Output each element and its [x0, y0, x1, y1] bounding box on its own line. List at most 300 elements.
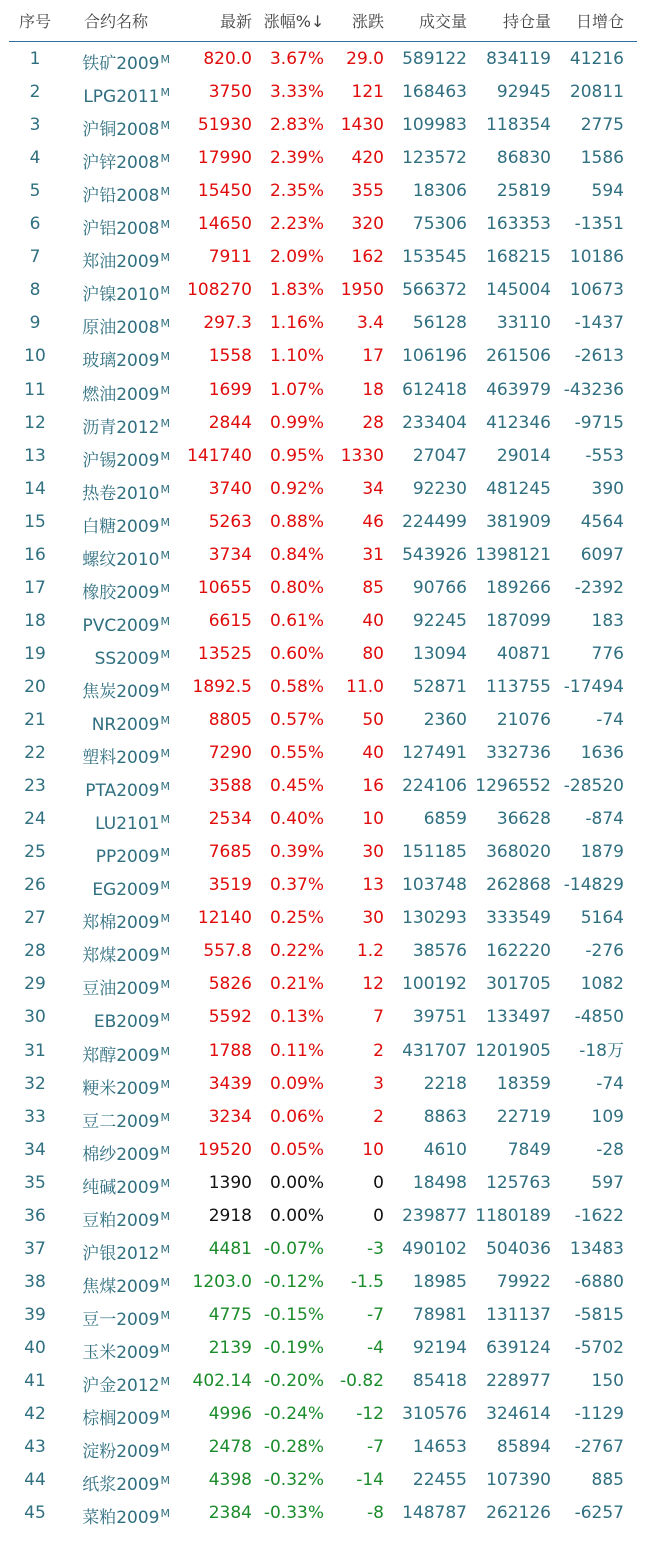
table-row[interactable] — [0, 109, 646, 142]
contract-name — [62, 506, 170, 539]
row-index: 32 — [24, 1073, 46, 1094]
open-interest: 412346 — [486, 412, 551, 433]
open-interest: 1296552 — [475, 776, 551, 797]
last-price: 15450 — [197, 181, 252, 202]
change-amount: -12 — [356, 1404, 384, 1425]
sort-desc-icon: ↓ — [310, 12, 325, 31]
change-percent: 2.23% — [269, 214, 324, 235]
table-row[interactable] — [0, 1001, 646, 1034]
volume: 2218 — [423, 1073, 467, 1094]
change-percent: 2.83% — [269, 115, 324, 136]
change-amount: 17 — [362, 346, 384, 367]
contract-name — [62, 76, 170, 109]
change-amount: 18 — [362, 379, 384, 400]
table-row[interactable] — [0, 1068, 646, 1101]
change-amount: 46 — [362, 511, 384, 532]
contract-name — [62, 1101, 170, 1134]
open-interest: 22719 — [496, 1106, 551, 1127]
row-index: 13 — [24, 445, 46, 466]
contract-name-text: PTA2009 — [85, 781, 160, 802]
volume: 56128 — [412, 313, 467, 334]
row-index: 9 — [29, 313, 41, 334]
header-index[interactable]: 序号 — [18, 12, 51, 31]
table-row[interactable] — [0, 605, 646, 638]
row-index: 2 — [29, 82, 41, 103]
contract-name — [62, 1266, 170, 1299]
main-contract-tag: M — [160, 879, 170, 893]
change-percent: 0.13% — [269, 1007, 324, 1028]
change-percent: 0.40% — [269, 809, 324, 830]
table-row[interactable] — [0, 770, 646, 803]
change-amount: -7 — [367, 1437, 384, 1458]
volume: 123572 — [402, 148, 467, 169]
table-row[interactable] — [0, 1200, 646, 1233]
row-index: 26 — [24, 875, 46, 896]
contract-name-text: PVC2009 — [82, 615, 160, 636]
table-row[interactable] — [0, 968, 646, 1001]
contract-name — [62, 274, 170, 307]
contract-name-text: PP2009 — [95, 847, 160, 868]
change-percent: 0.25% — [269, 908, 324, 929]
table-row[interactable] — [0, 803, 646, 836]
daily-oi-change: 20811 — [569, 82, 624, 103]
contract-name — [62, 638, 170, 671]
volume: 151185 — [402, 842, 467, 863]
row-index: 16 — [24, 544, 46, 565]
daily-oi-change: -874 — [585, 809, 624, 830]
main-contract-tag: M — [160, 350, 170, 364]
last-price: 3740 — [208, 478, 252, 499]
header-volume[interactable]: 成交量 — [418, 12, 467, 31]
daily-oi-change: -5815 — [574, 1304, 624, 1325]
table-row[interactable] — [0, 340, 646, 373]
table-row[interactable] — [0, 1035, 646, 1068]
row-index: 25 — [24, 842, 46, 863]
main-contract-tag: M — [160, 581, 170, 595]
contract-name — [62, 737, 170, 770]
row-index: 38 — [24, 1271, 46, 1292]
main-contract-tag: M — [160, 1143, 170, 1157]
table-row[interactable] — [0, 1365, 646, 1398]
main-contract-tag: M — [160, 1441, 170, 1455]
change-amount: 31 — [362, 544, 384, 565]
table-row[interactable] — [0, 902, 646, 935]
volume: 18498 — [412, 1172, 467, 1193]
contract-name — [62, 142, 170, 175]
header-daily-oi-change[interactable]: 日增仓 — [575, 12, 624, 31]
table-row[interactable] — [0, 1167, 646, 1200]
change-amount: 13 — [362, 875, 384, 896]
table-row[interactable] — [0, 638, 646, 671]
change-percent: -0.33% — [263, 1503, 324, 1524]
volume: 85418 — [412, 1371, 467, 1391]
row-index: 29 — [24, 974, 46, 995]
last-price: 5263 — [208, 511, 252, 532]
daily-oi-change: -6257 — [574, 1503, 624, 1524]
main-contract-tag: M — [160, 714, 170, 727]
open-interest: 145004 — [486, 280, 551, 301]
contract-name — [62, 1233, 170, 1266]
change-amount: 10 — [362, 809, 384, 830]
contract-name-text: NR2009 — [91, 715, 160, 735]
main-contract-tag: M — [160, 747, 170, 761]
change-amount: 16 — [362, 776, 384, 797]
table-row[interactable] — [0, 175, 646, 208]
change-percent: 0.21% — [269, 974, 324, 995]
change-percent: 0.58% — [269, 676, 324, 697]
change-amount: 3.4 — [356, 313, 384, 334]
volume: 224106 — [402, 776, 467, 797]
change-amount: 0 — [373, 1205, 384, 1226]
open-interest: 324614 — [486, 1404, 551, 1425]
table-row[interactable] — [0, 307, 646, 340]
daily-oi-change: -9715 — [574, 412, 624, 433]
row-index: 3 — [29, 115, 41, 136]
change-percent: 1.07% — [269, 379, 324, 400]
change-amount: 30 — [362, 908, 384, 929]
daily-oi-change: -74 — [596, 710, 624, 730]
table-row[interactable] — [0, 473, 646, 506]
contract-name-text: 郑油2009 — [82, 252, 160, 273]
change-amount: 12 — [362, 974, 384, 995]
daily-oi-change: -5702 — [574, 1337, 624, 1358]
volume: 2360 — [423, 710, 467, 730]
main-contract-tag: M — [160, 1275, 170, 1289]
header-last-price[interactable]: 最新 — [219, 12, 252, 31]
main-contract-tag: M — [160, 1176, 170, 1190]
change-amount: 0 — [373, 1172, 384, 1193]
contract-name-text: 焦炭2009 — [82, 681, 160, 702]
open-interest: 21076 — [496, 710, 551, 730]
contract-name — [62, 803, 170, 836]
table-row[interactable] — [0, 935, 646, 968]
table-row[interactable] — [0, 374, 646, 407]
volume: 224499 — [402, 511, 467, 532]
contract-name-text: 沪铝2008 — [82, 219, 160, 240]
last-price: 2139 — [208, 1337, 252, 1358]
contract-name — [62, 175, 170, 208]
volume: 13094 — [412, 643, 467, 664]
change-amount: 355 — [351, 181, 384, 202]
change-amount: 7 — [373, 1007, 384, 1028]
table-row[interactable] — [0, 208, 646, 241]
change-percent: 0.99% — [269, 412, 324, 433]
open-interest: 92945 — [496, 82, 551, 103]
main-contract-tag: M — [160, 119, 170, 133]
contract-name — [62, 1431, 170, 1464]
daily-oi-change: -2767 — [574, 1437, 624, 1458]
volume: 18985 — [412, 1271, 467, 1292]
change-percent: 0.84% — [269, 544, 324, 565]
change-percent: -0.24% — [263, 1404, 324, 1425]
daily-oi-change: 4564 — [580, 511, 624, 532]
open-interest: 86830 — [496, 148, 551, 169]
change-percent: 0.55% — [269, 743, 324, 764]
table-row[interactable] — [0, 1101, 646, 1134]
row-index: 6 — [29, 214, 41, 235]
contract-name-text: LU2101 — [95, 814, 160, 835]
main-contract-tag: M — [160, 86, 170, 100]
table-row[interactable] — [0, 1398, 646, 1431]
contract-name — [62, 1068, 170, 1101]
table-row[interactable] — [0, 241, 646, 274]
main-contract-tag: M — [160, 185, 170, 199]
change-percent: -0.19% — [263, 1337, 324, 1358]
volume: 109983 — [402, 115, 467, 136]
change-percent: -0.15% — [263, 1304, 324, 1325]
row-index: 40 — [24, 1337, 46, 1358]
table-row[interactable] — [0, 142, 646, 175]
change-amount: 29.0 — [346, 49, 384, 69]
contract-name-text: 沪锡2009 — [82, 450, 160, 471]
contract-name-text: 豆粕2009 — [82, 1210, 160, 1231]
volume: 92245 — [412, 610, 467, 631]
volume: 233404 — [402, 412, 467, 433]
open-interest: 118354 — [486, 115, 551, 136]
header-change[interactable]: 涨跌 — [351, 12, 384, 31]
row-index: 36 — [24, 1205, 46, 1226]
main-contract-tag: M — [160, 548, 170, 562]
daily-oi-change: 1879 — [580, 842, 624, 863]
main-contract-tag: M — [160, 152, 170, 166]
change-amount: 85 — [362, 577, 384, 598]
daily-oi-change: 776 — [591, 643, 624, 664]
row-index: 15 — [24, 511, 46, 532]
open-interest: 107390 — [486, 1470, 551, 1491]
last-price: 402.14 — [192, 1371, 252, 1391]
table-row[interactable] — [0, 1299, 646, 1332]
row-index: 39 — [24, 1304, 46, 1325]
volume: 566372 — [402, 280, 467, 301]
table-row[interactable] — [0, 407, 646, 440]
daily-oi-change: 1082 — [580, 974, 624, 995]
header-change-pct[interactable] — [258, 0, 330, 40]
main-contract-tag: M — [160, 482, 170, 496]
main-contract-tag: M — [160, 1011, 170, 1025]
last-price: 10655 — [197, 577, 252, 598]
last-price: 7290 — [208, 743, 252, 764]
daily-oi-change: -4850 — [574, 1007, 624, 1028]
change-percent: 0.05% — [269, 1139, 324, 1160]
change-percent: 2.09% — [269, 247, 324, 268]
change-amount: 2 — [373, 1106, 384, 1127]
row-index: 8 — [29, 280, 41, 301]
open-interest: 463979 — [486, 379, 551, 400]
row-index: 17 — [24, 577, 46, 598]
last-price: 1788 — [208, 1040, 252, 1061]
change-percent: 3.67% — [269, 49, 324, 69]
table-row[interactable] — [0, 1431, 646, 1464]
change-percent: 0.06% — [269, 1106, 324, 1127]
table-row[interactable] — [0, 1497, 646, 1530]
volume: 90766 — [412, 577, 467, 598]
contract-name — [62, 572, 170, 605]
open-interest: 1180189 — [475, 1205, 551, 1226]
open-interest: 332736 — [486, 743, 551, 764]
table-row[interactable] — [0, 671, 646, 704]
daily-oi-change: -28 — [596, 1139, 624, 1160]
daily-oi-change: -18万 — [579, 1040, 624, 1061]
daily-oi-change: 390 — [591, 478, 624, 499]
main-contract-tag: M — [160, 1110, 170, 1124]
row-index: 22 — [24, 743, 46, 764]
contract-name-text: 郑醇2009 — [82, 1045, 160, 1066]
open-interest: 262126 — [486, 1503, 551, 1524]
main-contract-tag: M — [160, 1408, 170, 1422]
contract-name-text: 纯碱2009 — [82, 1177, 160, 1198]
daily-oi-change: 13483 — [569, 1238, 624, 1259]
contract-name — [62, 208, 170, 241]
open-interest: 36628 — [496, 809, 551, 830]
row-index: 7 — [29, 247, 41, 268]
open-interest: 125763 — [486, 1172, 551, 1193]
contract-name — [62, 1134, 170, 1167]
main-contract-tag: M — [160, 1474, 170, 1488]
last-price: 7911 — [208, 247, 252, 268]
contract-name — [62, 671, 170, 704]
daily-oi-change: -6880 — [574, 1271, 624, 1292]
last-price: 3588 — [208, 776, 252, 797]
contract-name-text: 塑料2009 — [82, 748, 160, 769]
volume: 239877 — [402, 1205, 467, 1226]
daily-oi-change: -2392 — [574, 577, 624, 598]
row-index: 1 — [29, 49, 41, 69]
change-percent: 0.95% — [269, 445, 324, 466]
contract-name — [62, 539, 170, 572]
row-index: 42 — [24, 1404, 46, 1425]
volume: 22455 — [412, 1470, 467, 1491]
row-index: 10 — [24, 346, 46, 367]
change-percent: 0.00% — [269, 1205, 324, 1226]
change-percent: 0.88% — [269, 511, 324, 532]
change-percent: -0.12% — [263, 1271, 324, 1292]
daily-oi-change: -28520 — [563, 776, 624, 797]
table-row[interactable] — [0, 869, 646, 902]
daily-oi-change: 2775 — [580, 115, 624, 136]
last-price: 6615 — [208, 610, 252, 631]
table-row[interactable] — [0, 506, 646, 539]
change-amount: 320 — [351, 214, 384, 235]
row-index: 43 — [24, 1437, 46, 1458]
table-row[interactable] — [0, 43, 646, 76]
contract-name-text: 热卷2010 — [82, 483, 160, 504]
contract-name — [62, 770, 170, 803]
last-price: 2844 — [208, 412, 252, 433]
contract-name-text: 沪银2012 — [82, 1243, 160, 1264]
main-contract-tag: M — [160, 1209, 170, 1223]
contract-name — [62, 241, 170, 274]
header-contract-name[interactable]: 合约名称 — [83, 12, 148, 31]
contract-name-text: 郑棉2009 — [82, 913, 160, 934]
daily-oi-change: -553 — [585, 445, 624, 466]
open-interest: 639124 — [486, 1337, 551, 1358]
main-contract-tag: M — [160, 1308, 170, 1322]
change-percent: -0.32% — [263, 1470, 324, 1491]
change-amount: 420 — [351, 148, 384, 169]
open-interest: 1398121 — [475, 544, 551, 565]
volume: 4610 — [423, 1139, 467, 1160]
main-contract-tag: M — [160, 680, 170, 694]
table-row[interactable] — [0, 539, 646, 572]
contract-name-text: 豆二2009 — [82, 1111, 160, 1132]
daily-oi-change: -276 — [585, 941, 624, 962]
main-contract-tag: M — [160, 317, 170, 331]
contract-name-text: 郑煤2009 — [82, 946, 160, 967]
table-row[interactable] — [0, 440, 646, 473]
main-contract-tag: M — [160, 53, 170, 66]
open-interest: 133497 — [486, 1007, 551, 1028]
contract-name — [62, 1464, 170, 1497]
contract-name — [62, 1299, 170, 1332]
contract-name — [62, 704, 170, 737]
table-row[interactable] — [0, 737, 646, 770]
change-amount: 162 — [351, 247, 384, 268]
open-interest: 187099 — [486, 610, 551, 631]
contract-name-text: 玻璃2009 — [82, 351, 160, 372]
table-row[interactable] — [0, 76, 646, 109]
contract-name-text: 玉米2009 — [82, 1342, 160, 1363]
header-open-interest[interactable]: 持仓量 — [502, 12, 551, 31]
last-price: 5826 — [208, 974, 252, 995]
row-index: 12 — [24, 412, 46, 433]
main-contract-tag: M — [160, 515, 170, 529]
table-row[interactable] — [0, 836, 646, 869]
row-index: 27 — [24, 908, 46, 929]
change-percent: 0.80% — [269, 577, 324, 598]
row-index: 34 — [24, 1139, 46, 1160]
volume: 153545 — [402, 247, 467, 268]
open-interest: 25819 — [496, 181, 551, 202]
table-row[interactable] — [0, 1332, 646, 1365]
table-row[interactable] — [0, 1266, 646, 1299]
table-row[interactable] — [0, 1464, 646, 1497]
open-interest: 79922 — [496, 1271, 551, 1292]
volume: 103748 — [402, 875, 467, 896]
table-row[interactable] — [0, 1134, 646, 1167]
open-interest: 368020 — [486, 842, 551, 863]
table-row[interactable] — [0, 1233, 646, 1266]
table-row[interactable] — [0, 704, 646, 737]
row-index: 11 — [24, 379, 46, 400]
contract-name — [62, 407, 170, 440]
contract-name-text: 燃油2009 — [82, 384, 160, 405]
daily-oi-change: -2613 — [574, 346, 624, 367]
main-contract-tag: M — [160, 416, 170, 430]
table-row[interactable] — [0, 274, 646, 307]
contract-name — [62, 1398, 170, 1431]
contract-name-text: SS2009 — [94, 648, 160, 669]
volume: 543926 — [402, 544, 467, 565]
change-percent: 0.00% — [269, 1172, 324, 1193]
last-price: 2384 — [208, 1503, 252, 1524]
change-amount: 30 — [362, 842, 384, 863]
last-price: 19520 — [197, 1139, 252, 1160]
contract-name — [62, 968, 170, 1001]
daily-oi-change: 150 — [591, 1371, 624, 1391]
daily-oi-change: -1437 — [574, 313, 624, 334]
main-contract-tag: M — [160, 1375, 170, 1388]
table-row[interactable] — [0, 572, 646, 605]
row-index: 30 — [24, 1007, 46, 1028]
volume: 27047 — [412, 445, 467, 466]
last-price: 2478 — [208, 1437, 252, 1458]
last-price: 14650 — [197, 214, 252, 235]
main-contract-tag: M — [160, 1242, 170, 1256]
last-price: 1558 — [208, 346, 252, 367]
main-contract-tag: M — [160, 614, 170, 628]
volume: 168463 — [402, 82, 467, 103]
volume: 106196 — [402, 346, 467, 367]
